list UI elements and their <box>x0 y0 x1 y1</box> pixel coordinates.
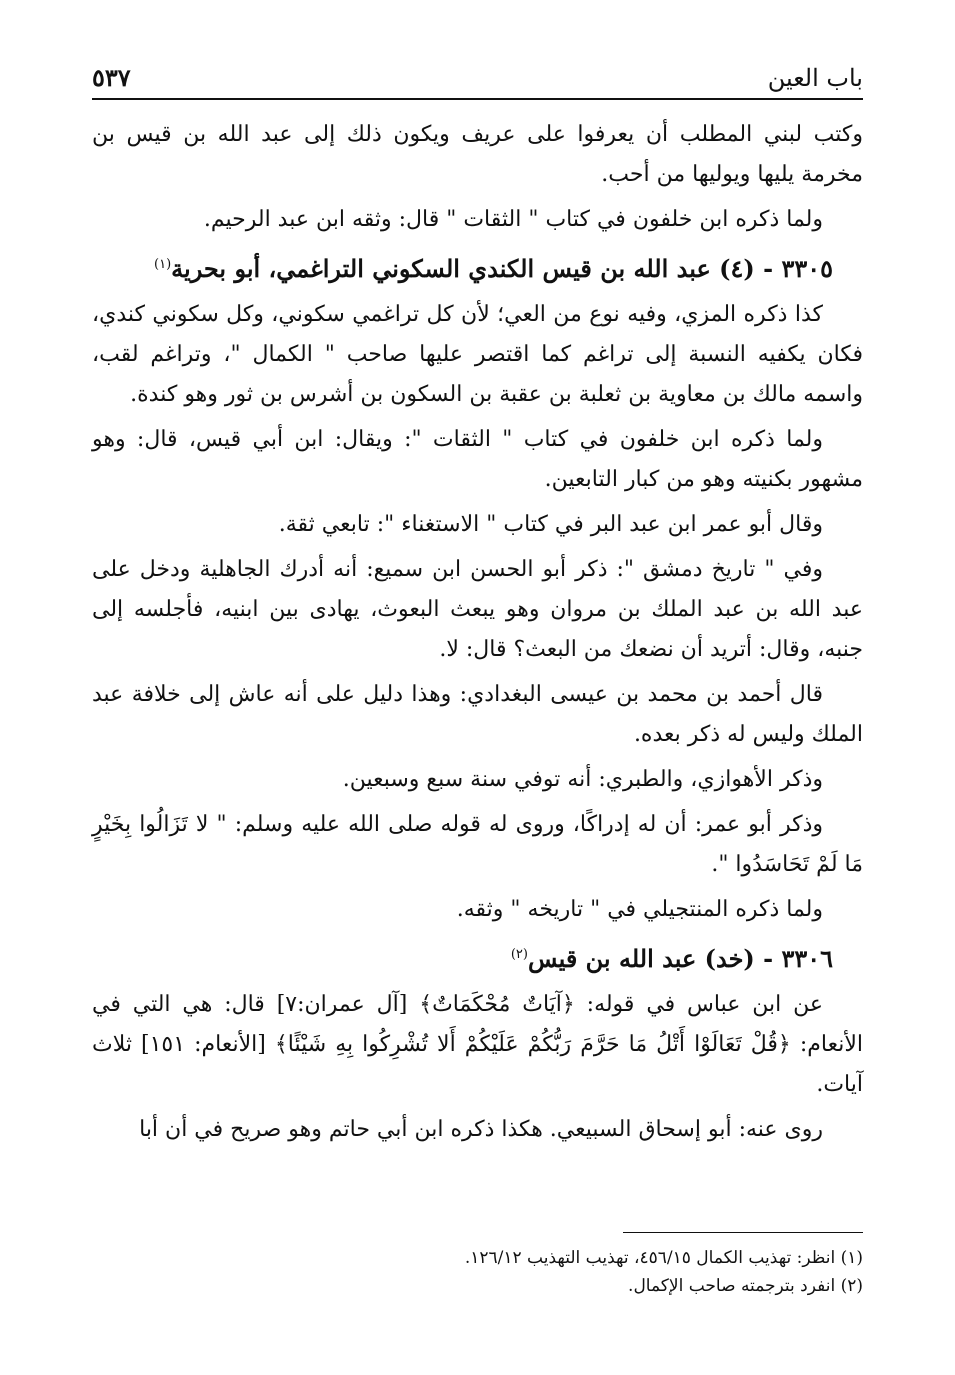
paragraph: وذكر الأهوازي، والطبري: أنه توفي سنة سبع وسبعين. <box>342 767 823 792</box>
footnote-separator <box>623 1232 863 1233</box>
chapter-title: باب العين <box>767 64 863 92</box>
paragraph: كذا ذكره المزي، وفيه نوع من العي؛ لأن كل تراغمي سكوني، وكل سكوني كندي، فكان يكفيه النسبة إلى تراغم كما اقتصر عليها صاحب " الكمال "، وتراغم لقب، واسمه مالك بن معاوية بن ثعلبة بن عقبة بن السكون بن أشرس بن ثور وهو كندة. <box>92 302 863 407</box>
footnote-marker: (٢) <box>510 947 528 962</box>
footnote-marker: (١) <box>154 257 172 272</box>
paragraph: وذكر أبو عمر: أن له إدراكًا، وروى له قوله صلى الله عليه وسلم: " لا تَزَالُوا بِخَيْرٍ مَا لَمْ تَحَاسَدُوا ". <box>92 812 863 877</box>
footnote: (١) انظر: تهذيب الكمال ٤٥٦/١٥، تهذيب التهذيب ١٢٦/١٢. <box>464 1248 863 1268</box>
entry-heading-text: ٣٣٠٥ - (٤) عبد الله بن قيس الكندي السكوني التراغمي، أبو بحرية <box>171 254 833 283</box>
paragraph: قال أحمد بن محمد بن عيسى البغدادي: وهذا دليل على أنه عاش إلى خلافة عبد الملك وليس له ذكر بعده. <box>92 682 863 747</box>
footnote: (٢) انفرد بترجمته صاحب الإكمال. <box>628 1276 863 1296</box>
page-number: ٥٣٧ <box>92 63 131 92</box>
main-text <box>92 115 863 1155</box>
paragraph: عن ابن عباس في قوله: ﴿آيَاتٌ مُحْكَمَاتٌ﴾ [آل عمران:٧] قال: هي التي في الأنعام: ﴿قُلْ تَعَالَوْا أَتْلُ مَا حَرَّمَ رَبُّكُمْ عَلَيْكُمْ أَلا تُشْرِكُوا بِهِ شَيْئًا﴾ [الأنعام: ١٥١] ثلاث آيات. <box>92 992 863 1097</box>
entry-heading-text: ٣٣٠٦ - (خد) عبد الله بن قيس <box>527 944 833 973</box>
paragraph: وفي " تاريخ دمشق ": ذكر أبو الحسن ابن سميع: أنه أدرك الجاهلية ودخل على عبد الله بن عبد الملك بن مروان وهو يبعث البعوث، يهادى بين ابنيه، فأجلسه إلى جنبه، وقال: أتريد أن نضعك من البعث؟ قال: لا. <box>92 557 863 662</box>
entry-heading <box>92 245 833 289</box>
paragraph: ولما ذكره ابن خلفون في كتاب " الثقات " قال: وثقه ابن عبد الرحيم. <box>203 207 823 232</box>
paragraph: روى عنه: أبو إسحاق السبيعي. هكذا ذكره ابن أبي حاتم وهو صريح في أن أبا <box>139 1117 823 1142</box>
paragraph: ولما ذكره المنتجيلي في " تاريخه " وثقه. <box>456 897 823 922</box>
footnotes <box>92 1244 863 1300</box>
running-header <box>92 58 863 100</box>
paragraph: وكتب لبني المطلب أن يعرفوا على عريف ويكون ذلك إلى عبد الله بن قيس بن مخرمة يليها ويوليها من أحب. <box>92 122 863 187</box>
paragraph: وقال أبو عمر ابن عبد البر في كتاب " الاستغناء ": تابعي ثقة. <box>278 512 823 537</box>
entry-heading <box>92 935 833 979</box>
paragraph: ولما ذكره ابن خلفون في كتاب " الثقات ": ويقال: ابن أبي قيس، قال: وهو مشهور بكنيته وهو من كبار التابعين. <box>92 427 863 492</box>
